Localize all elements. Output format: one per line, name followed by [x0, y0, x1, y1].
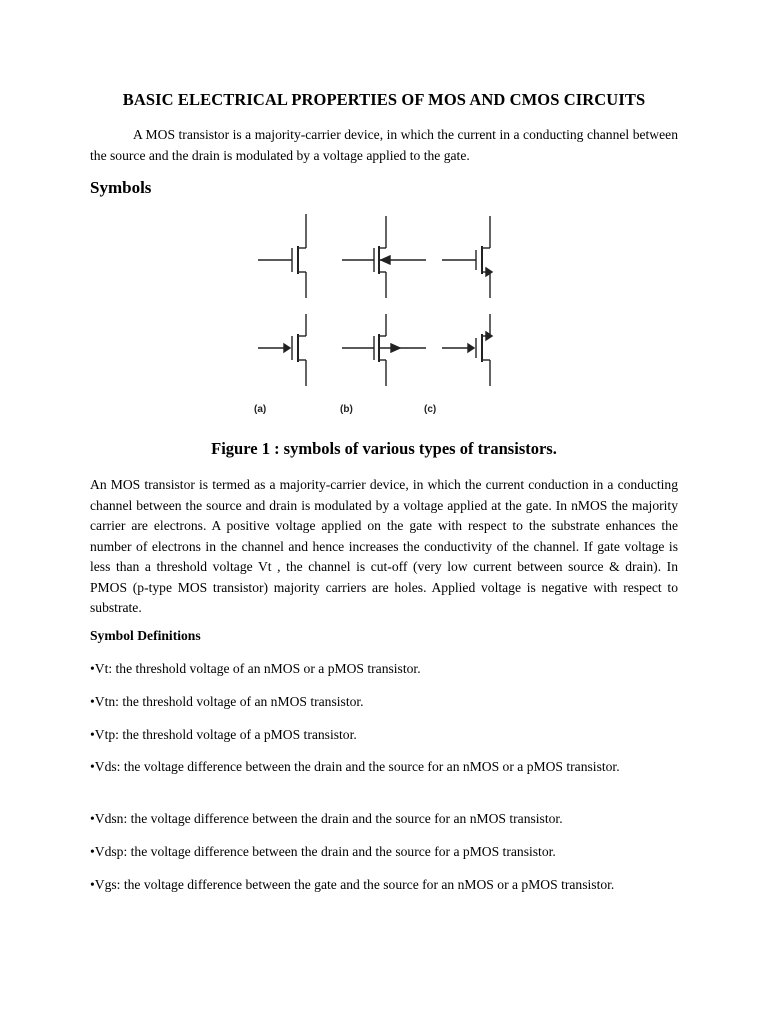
symbol-c-bottom — [442, 314, 492, 386]
document-title: BASIC ELECTRICAL PROPERTIES OF MOS AND CMOS CIRCUITS — [122, 90, 646, 109]
definition-item: •Vds: the voltage difference between the drain and the source for an nMOS or a pMOS transistor. — [90, 759, 620, 774]
definition-item: •Vdsn: the voltage difference between the drain and the source for an nMOS transistor. — [90, 811, 563, 826]
symbol-definitions-heading: Symbol Definitions — [90, 628, 201, 643]
definition-item: •Vtp: the threshold voltage of a pMOS transistor. — [90, 727, 357, 742]
symbol-a-bottom — [258, 314, 306, 386]
figure-label-a: (a) — [254, 404, 267, 415]
symbol-b-top — [342, 216, 426, 298]
symbol-a-top — [258, 214, 306, 298]
symbol-c-top — [442, 216, 492, 298]
intro-paragraph: A MOS transistor is a majority-carrier device, in which the current in a conducting channel between the source and the drain is modulated by a voltage applied to the gate. — [90, 127, 678, 163]
body-paragraph: An MOS transistor is termed as a majority-carrier device, in which the current conduction in a conducting channel between the source and drain is modulated by a voltage applied at the gate. In nMOS the majority carrier are electrons. A positive voltage applied on the gate with respect to the substrate enhances the number of electrons in the channel and hence increases the conductivity of the channel. If gate voltage is less than a threshold voltage Vt , the channel is cut-off (very low current between source & drain). In PMOS (p-type MOS transistor) majority carriers are holes. Applied voltage is negative with respect to substrate. — [90, 477, 678, 615]
definition-item: •Vgs: the voltage difference between the gate and the source for an nMOS or a pMOS transistor. — [90, 877, 615, 892]
definition-item: •Vt: the threshold voltage of an nMOS or a pMOS transistor. — [90, 661, 421, 676]
symbols-heading: Symbols — [90, 178, 152, 197]
definition-item: •Vdsp: the voltage difference between the drain and the source for a pMOS transistor. — [90, 844, 556, 859]
transistor-symbols-figure — [240, 210, 530, 425]
figure-label-c: (c) — [424, 404, 437, 415]
definition-item: •Vtn: the threshold voltage of an nMOS transistor. — [90, 694, 364, 709]
transistor-symbols-svg — [240, 210, 530, 425]
figure-label-b: (b) — [340, 404, 353, 415]
figure-caption: Figure 1 : symbols of various types of transistors. — [211, 439, 557, 458]
symbol-b-bottom — [342, 314, 426, 386]
